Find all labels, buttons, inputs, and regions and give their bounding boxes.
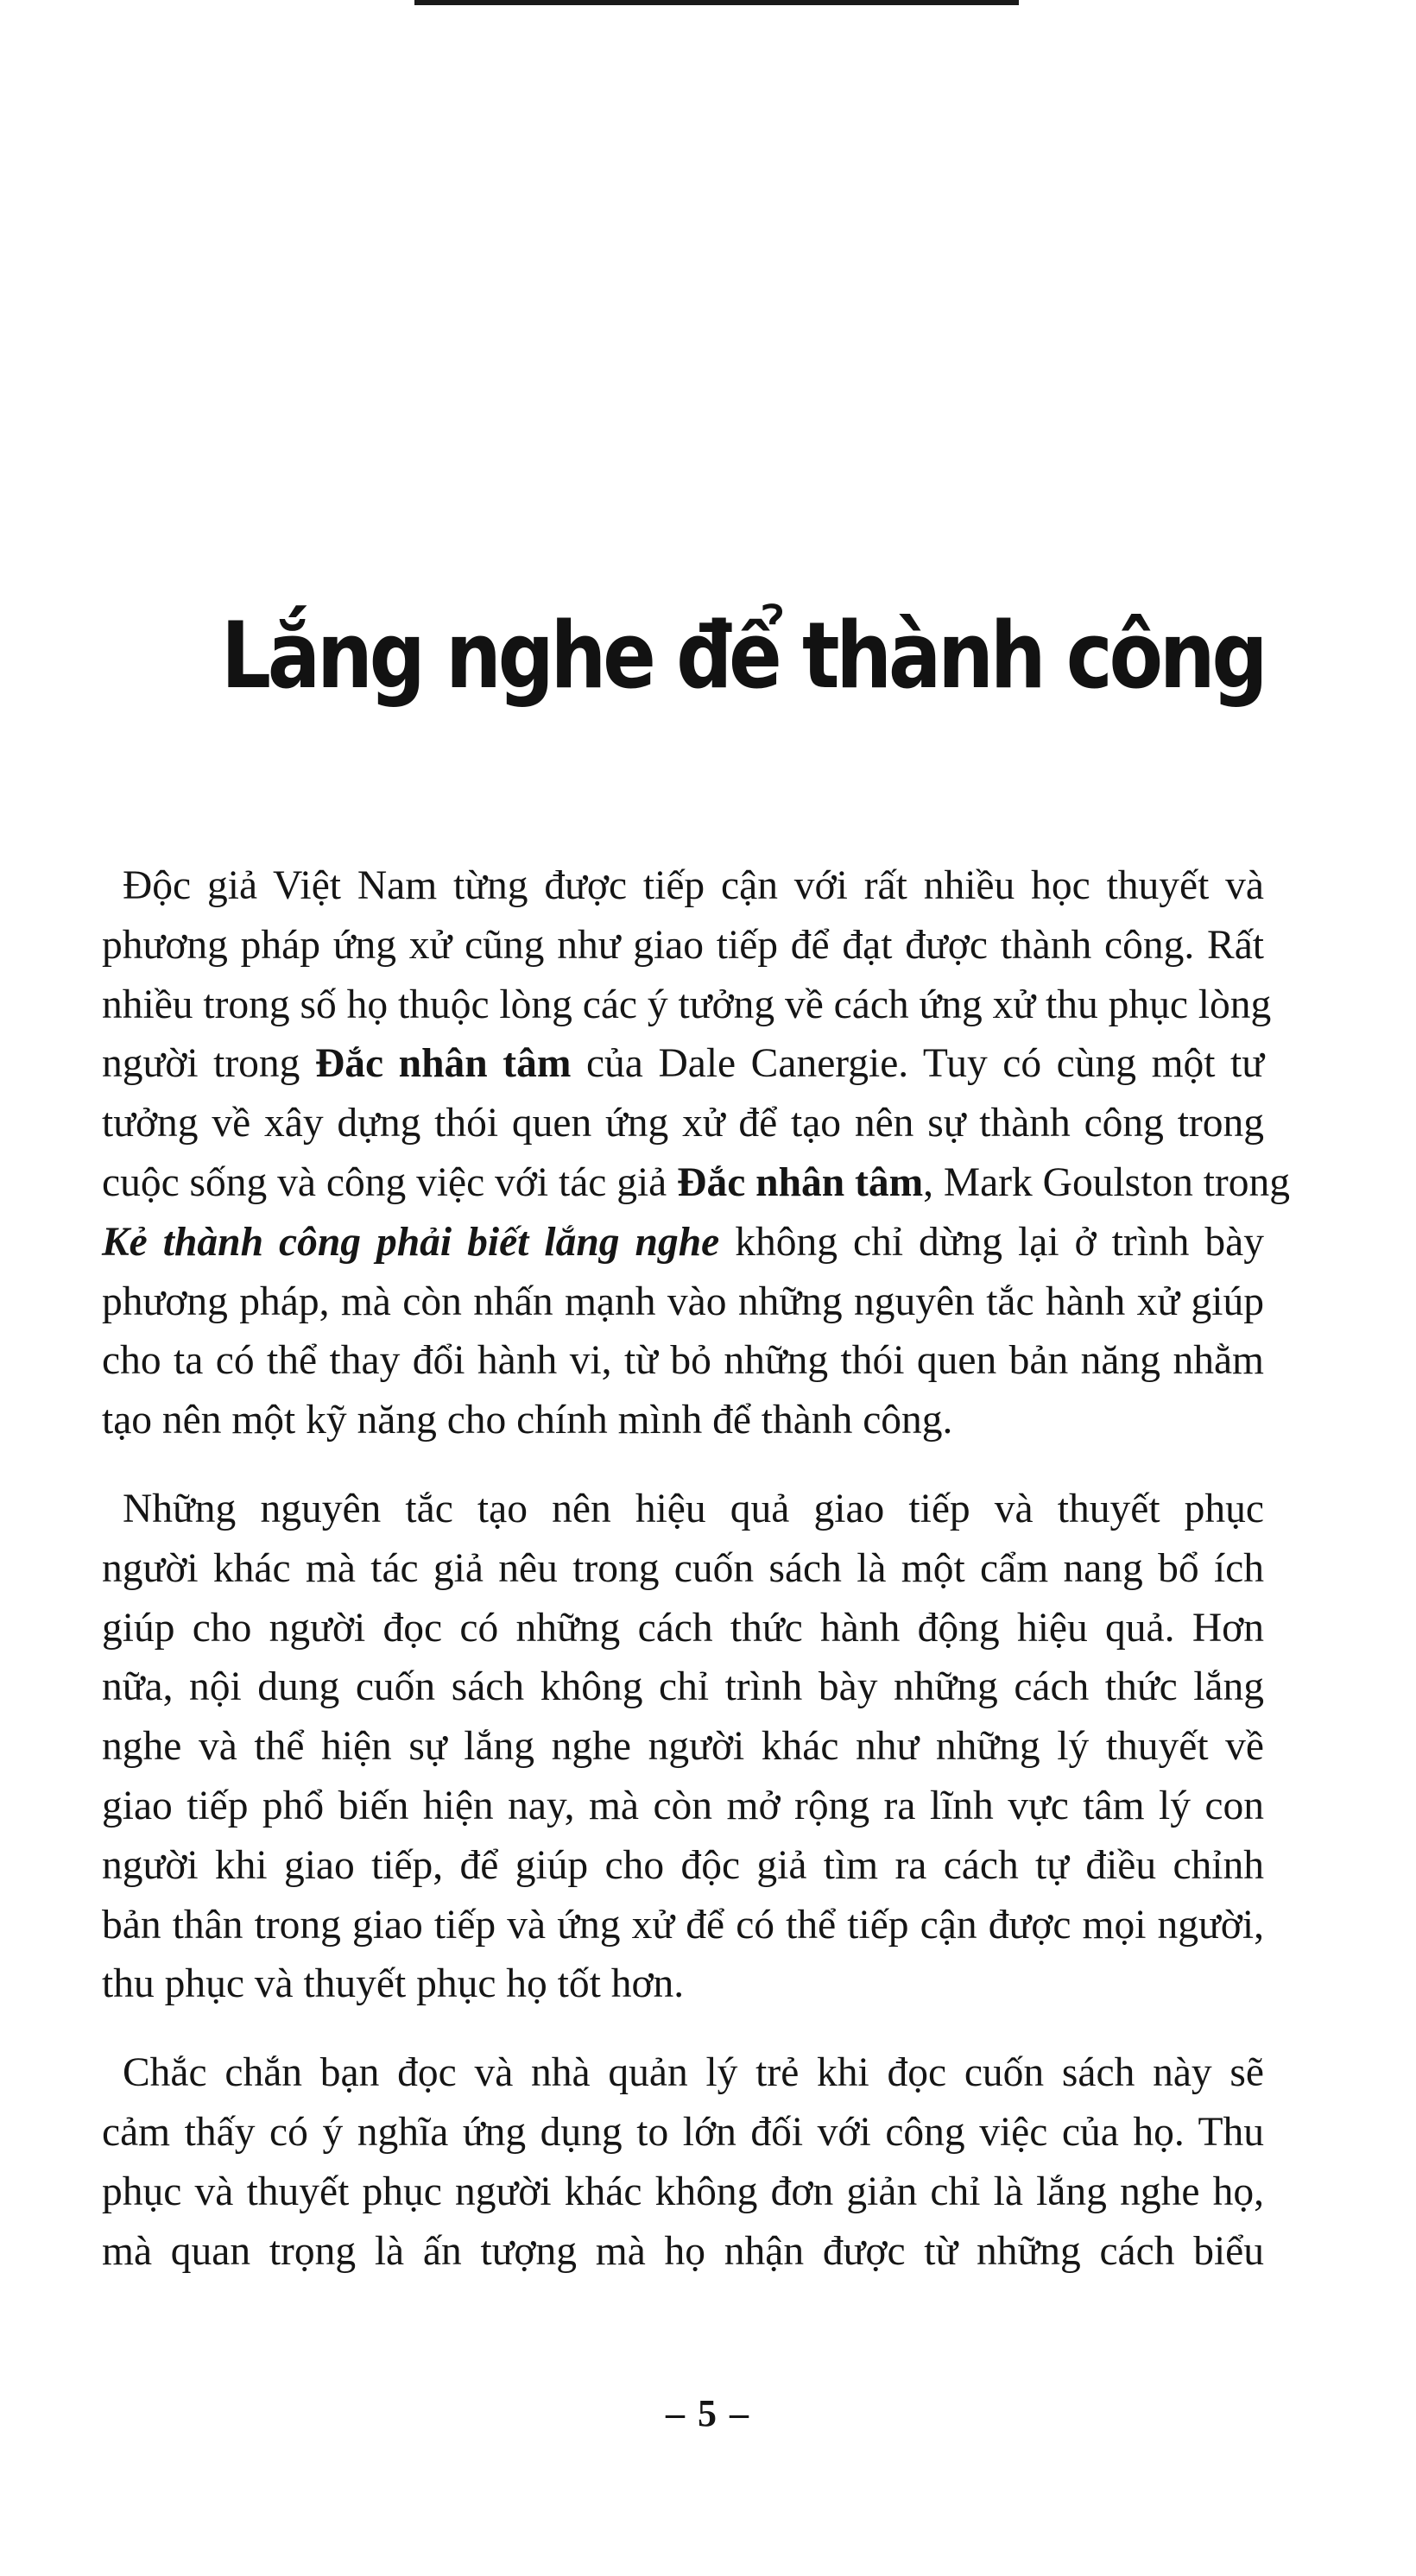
text-line: cuộc sống và công việc với tác giả Đắc nhân tâm, Mark Goulston trong: [102, 1159, 1291, 1205]
text-line: phương pháp ứng xử cũng như giao tiếp để đạt được thành công. Rất: [102, 922, 1264, 968]
text-line: người khi giao tiếp, để giúp cho độc giả tìm ra cách tự điều chỉnh: [102, 1842, 1264, 1888]
text-line: người khác mà tác giả nêu trong cuốn sách là một cẩm nang bổ ích: [102, 1545, 1264, 1591]
text-line: Chắc chắn bạn đọc và nhà quản lý trẻ khi đọc cuốn sách này sẽ: [123, 2050, 1264, 2096]
text-line: cho ta có thể thay đổi hành vi, từ bỏ những thói quen bản năng nhằm: [102, 1338, 1264, 1384]
text-line: Những nguyên tắc tạo nên hiệu quả giao tiếp và thuyết phục: [123, 1486, 1264, 1531]
chapter-title: Lắng nghe để thành công: [221, 603, 1265, 709]
text-line: phương pháp, mà còn nhấn mạnh vào những nguyên tắc hành xử giúp: [102, 1279, 1264, 1324]
text-line: giao tiếp phổ biến hiện nay, mà còn mở rộng ra lĩnh vực tâm lý con: [102, 1783, 1264, 1828]
paragraph-2: [102, 1480, 1264, 2014]
text-line: người trong Đắc nhân tâm của Dale Canergie. Tuy có cùng một tư: [102, 1041, 1264, 1087]
text-line: tưởng về xây dựng thói quen ứng xử để tạo nên sự thành công trong: [102, 1101, 1264, 1146]
text-line: thu phục và thuyết phục họ tốt hơn.: [102, 1961, 685, 2007]
paragraph-3: [102, 2043, 1264, 2281]
book-title-bold: Đắc nhân tâm: [314, 1041, 572, 1087]
top-rule: [414, 0, 1019, 5]
paragraph-1: [102, 856, 1291, 1450]
text-line: Độc giả Việt Nam từng được tiếp cận với rất nhiều học thuyết và: [123, 863, 1264, 908]
text-line: tạo nên một kỹ năng cho chính mình để thành công.: [102, 1398, 953, 1443]
book-title-bold: Đắc nhân tâm: [677, 1159, 924, 1205]
text-line: giúp cho người đọc có những cách thức hành động hiệu quả. Hơn: [102, 1605, 1264, 1651]
text-line: mà quan trọng là ấn tượng mà họ nhận được từ những cách biểu: [102, 2228, 1264, 2274]
text-line: nghe và thể hiện sự lắng nghe người khác như những lý thuyết về: [102, 1724, 1264, 1770]
text-line: phục và thuyết phục người khác không đơn giản chỉ là lắng nghe họ,: [102, 2169, 1264, 2214]
text-line: cảm thấy có ý nghĩa ứng dụng to lớn đối với công việc của họ. Thu: [102, 2109, 1264, 2155]
text-line: bản thân trong giao tiếp và ứng xử để có thể tiếp cận được mọi người,: [102, 1902, 1264, 1948]
body-text: [102, 856, 1291, 2310]
text-line: nữa, nội dung cuốn sách không chỉ trình bày những cách thức lắng: [102, 1664, 1264, 1710]
text-line: nhiều trong số họ thuộc lòng các ý tưởng về cách ứng xử thu phục lòng: [102, 982, 1272, 1027]
text-line: Kẻ thành công phải biết lắng nghe không chỉ dừng lại ở trình bày: [102, 1219, 1264, 1265]
book-title-bold-italic: Kẻ thành công phải biết lắng nghe: [102, 1219, 720, 1265]
page-number: – 5 –: [666, 2392, 750, 2434]
